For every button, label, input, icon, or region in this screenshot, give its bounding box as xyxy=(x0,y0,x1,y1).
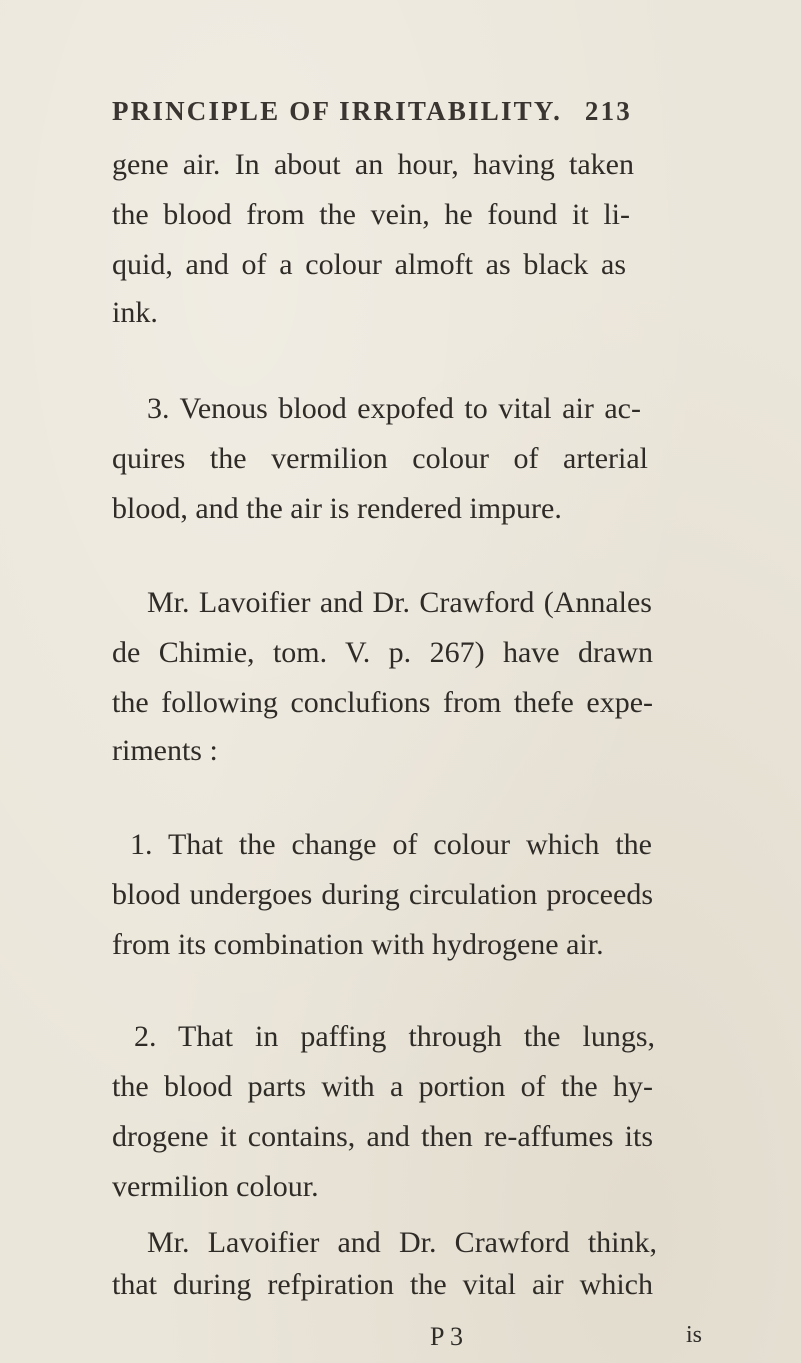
text-line: that during refpiration the vital air which xyxy=(112,1268,653,1301)
text-line: quires the vermilion colour of arterial xyxy=(112,442,648,475)
text-line: 3. Venous blood expofed to vital air ac- xyxy=(147,392,641,425)
text-line: from its combination with hydrogene air. xyxy=(112,928,604,961)
running-header xyxy=(112,96,632,127)
running-title: PRINCIPLE OF IRRITABILITY. xyxy=(112,96,563,126)
text-line: blood undergoes during circulation proceeds xyxy=(112,878,653,911)
text-line: quid, and of a colour almoft as black as xyxy=(112,248,626,281)
text-line: the blood parts with a portion of the hy- xyxy=(112,1070,653,1103)
text-line: 1. That the change of colour which the xyxy=(130,828,652,861)
text-line: riments : xyxy=(112,734,218,767)
text-line: Mr. Lavoifier and Dr. Crawford (Annales xyxy=(147,586,652,619)
text-line: the blood from the vein, he found it li- xyxy=(112,198,630,231)
text-line: de Chimie, tom. V. p. 267) have drawn xyxy=(112,636,653,669)
text-line: vermilion colour. xyxy=(112,1170,319,1203)
text-line: blood, and the air is rendered impure. xyxy=(112,492,562,525)
text-line: gene air. In about an hour, having taken xyxy=(112,148,634,181)
text-line: 2. That in paffing through the lungs, xyxy=(134,1020,655,1053)
page-number: 213 xyxy=(584,96,632,126)
text-line: Mr. Lavoifier and Dr. Crawford think, xyxy=(147,1226,657,1259)
catchword: is xyxy=(686,1322,703,1348)
text-line: the following conclufions from thefe expe- xyxy=(112,686,653,719)
signature-mark: P 3 xyxy=(430,1322,463,1351)
text-line: ink. xyxy=(112,296,158,329)
text-line: drogene it contains, and then re-affumes its xyxy=(112,1120,653,1153)
